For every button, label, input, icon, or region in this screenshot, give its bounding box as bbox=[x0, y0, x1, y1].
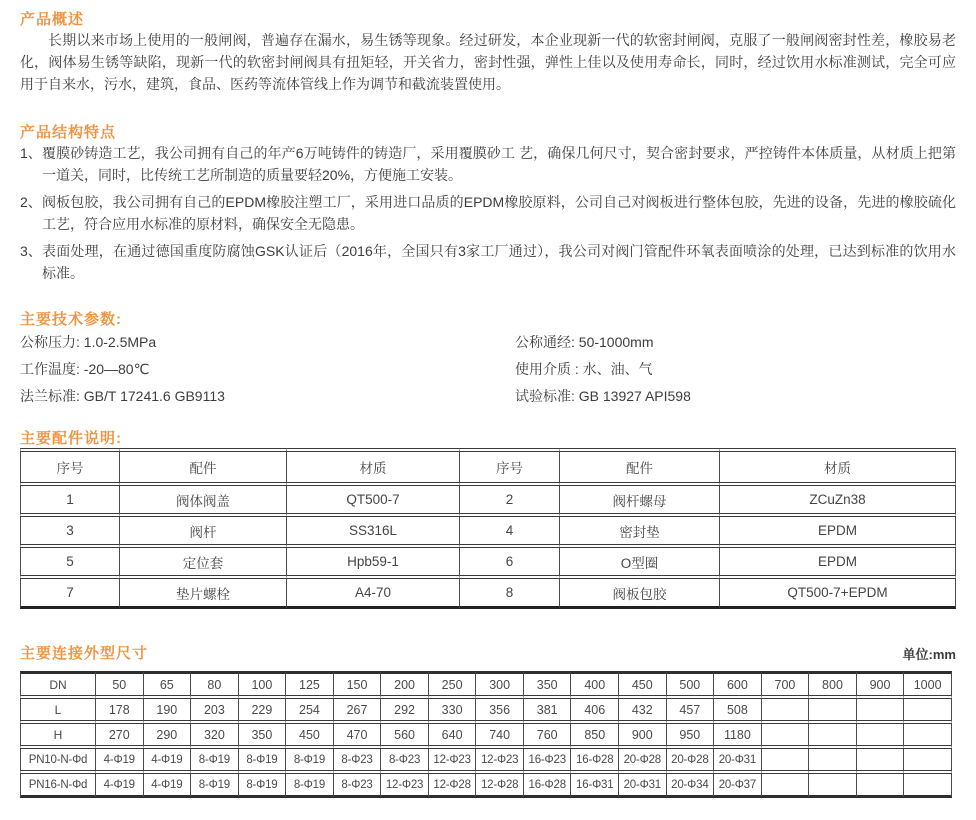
parameter-line: 工作温度: -20—80℃ bbox=[20, 361, 150, 377]
overview-paragraph: 长期以来市场上使用的一般闸阀，普遍存在漏水，易生锈等现象。经过研发，本企业现新一代的软密封闸阀，克服了一般闸阀密封性差，橡胶易老化，阀体易生锈等缺陷，现新一代的软密封闸阀具有扭矩轻，开关省力，密封性强，弹性上佳以及使用寿命长，同时，经过饮用水标准测试，完全可应用于自来水，污水，建筑，食品、医药等流体管线上作为调节和截流装置使用。 bbox=[20, 32, 956, 92]
table-cell: 150 bbox=[334, 671, 382, 699]
table-cell bbox=[762, 699, 810, 724]
table-cell: 200 bbox=[381, 671, 429, 699]
parts-table-body bbox=[20, 486, 956, 609]
table-cell: A4-70 bbox=[287, 579, 460, 609]
table-cell: QT500-7+EPDM bbox=[720, 579, 956, 609]
table-cell: 20-Φ31 bbox=[714, 749, 762, 774]
table-cell bbox=[857, 724, 905, 749]
table-cell: 320 bbox=[191, 724, 239, 749]
features-list bbox=[20, 142, 956, 284]
table-cell: 20-Φ28 bbox=[619, 749, 667, 774]
table-cell: 900 bbox=[619, 724, 667, 749]
table-cell: 292 bbox=[381, 699, 429, 724]
table-cell bbox=[857, 699, 905, 724]
table-row bbox=[20, 671, 952, 699]
table-cell: QT500-7 bbox=[287, 486, 460, 517]
table-cell: 12-Φ23 bbox=[381, 774, 429, 798]
feature-item bbox=[20, 142, 956, 186]
table-cell: 178 bbox=[96, 699, 144, 724]
table-cell: 850 bbox=[571, 724, 619, 749]
parts-table bbox=[20, 448, 956, 609]
section-heading-dimensions: 主要连接外型尺寸 bbox=[20, 645, 149, 662]
table-cell: 阀杆 bbox=[120, 517, 287, 548]
table-cell: 450 bbox=[619, 671, 667, 699]
table-cell: 12-Φ23 bbox=[429, 749, 477, 774]
table-row bbox=[20, 517, 956, 548]
table-cell: 500 bbox=[667, 671, 715, 699]
table-cell: 4-Φ19 bbox=[144, 774, 192, 798]
table-cell: 阀板包胶 bbox=[560, 579, 720, 609]
table-cell: 12-Φ23 bbox=[476, 749, 524, 774]
table-cell: 7 bbox=[20, 579, 120, 609]
table-cell: 4-Φ19 bbox=[96, 774, 144, 798]
table-cell: 8-Φ19 bbox=[286, 774, 334, 798]
feature-item bbox=[20, 240, 956, 284]
table-cell: 560 bbox=[381, 724, 429, 749]
table-cell: 290 bbox=[144, 724, 192, 749]
table-cell: 80 bbox=[191, 671, 239, 699]
table-cell: 406 bbox=[571, 699, 619, 724]
table-cell: 330 bbox=[429, 699, 477, 724]
table-cell: 8-Φ19 bbox=[286, 749, 334, 774]
feature-number: 2、 bbox=[20, 194, 42, 210]
feature-number: 3、 bbox=[20, 243, 42, 259]
table-row bbox=[20, 724, 952, 749]
column-header: 序号 bbox=[460, 448, 560, 486]
table-cell: SS316L bbox=[287, 517, 460, 548]
table-cell bbox=[904, 774, 952, 798]
table-cell bbox=[762, 749, 810, 774]
table-cell bbox=[762, 724, 810, 749]
table-cell: 508 bbox=[714, 699, 762, 724]
table-cell: 2 bbox=[460, 486, 560, 517]
table-row bbox=[20, 774, 952, 798]
table-cell: 4-Φ19 bbox=[144, 749, 192, 774]
table-cell: 190 bbox=[144, 699, 192, 724]
table-cell: ZCuZn38 bbox=[720, 486, 956, 517]
table-cell: 300 bbox=[476, 671, 524, 699]
table-row bbox=[20, 579, 956, 609]
table-row bbox=[20, 548, 956, 579]
table-cell: 1180 bbox=[714, 724, 762, 749]
table-cell: 740 bbox=[476, 724, 524, 749]
table-cell: EPDM bbox=[720, 548, 956, 579]
table-cell: 8-Φ19 bbox=[239, 749, 287, 774]
table-cell: 20-Φ34 bbox=[667, 774, 715, 798]
feature-number: 1、 bbox=[20, 145, 42, 161]
table-cell: 12-Φ28 bbox=[476, 774, 524, 798]
column-header: 材质 bbox=[720, 448, 956, 486]
table-cell bbox=[809, 749, 857, 774]
column-header: 材质 bbox=[287, 448, 460, 486]
table-cell: 1 bbox=[20, 486, 120, 517]
parameters-block bbox=[20, 329, 956, 410]
parameter-line: 公称压力: 1.0-2.5MPa bbox=[20, 334, 157, 350]
table-cell: 50 bbox=[96, 671, 144, 699]
feature-item bbox=[20, 191, 956, 235]
table-cell: 阀杆螺母 bbox=[560, 486, 720, 517]
table-cell: Hpb59-1 bbox=[287, 548, 460, 579]
table-cell: 100 bbox=[239, 671, 287, 699]
table-cell: 350 bbox=[524, 671, 572, 699]
table-cell: 定位套 bbox=[120, 548, 287, 579]
table-cell: 密封垫 bbox=[560, 517, 720, 548]
table-cell: 250 bbox=[429, 671, 477, 699]
table-cell: 16-Φ31 bbox=[571, 774, 619, 798]
feature-text: 覆膜砂铸造工艺，我公司拥有自己的年产6万吨铸件的铸造厂，采用覆膜砂工 艺，确保几何尺寸，契合密封要求，严控铸件本体质量，从材质上把第一道关，同时，比传统工艺所制造的质量要轻20%，方便施工安装。 bbox=[42, 145, 956, 183]
parameters-left-column bbox=[20, 329, 515, 410]
table-cell: 20-Φ28 bbox=[667, 749, 715, 774]
table-cell bbox=[904, 699, 952, 724]
table-cell: 432 bbox=[619, 699, 667, 724]
table-cell: 270 bbox=[96, 724, 144, 749]
table-cell: 6 bbox=[460, 548, 560, 579]
dimensions-table bbox=[20, 671, 952, 798]
column-header: 序号 bbox=[20, 448, 120, 486]
parameters-right-column bbox=[515, 329, 691, 410]
table-cell: 8-Φ19 bbox=[191, 774, 239, 798]
table-row bbox=[20, 699, 952, 724]
section-heading-parameters: 主要技术参数: bbox=[20, 311, 122, 328]
table-cell: 900 bbox=[857, 671, 905, 699]
table-cell: 229 bbox=[239, 699, 287, 724]
parameter-line: 试验标准: GB 13927 API598 bbox=[515, 388, 691, 404]
table-row bbox=[20, 486, 956, 517]
table-cell: 400 bbox=[571, 671, 619, 699]
table-cell: 470 bbox=[334, 724, 382, 749]
parts-table-header bbox=[20, 448, 956, 486]
table-cell: 8-Φ19 bbox=[191, 749, 239, 774]
row-header-cell: L bbox=[20, 699, 96, 724]
table-cell: 8-Φ19 bbox=[239, 774, 287, 798]
table-cell: 254 bbox=[286, 699, 334, 724]
table-cell: 4 bbox=[460, 517, 560, 548]
table-cell bbox=[857, 749, 905, 774]
table-cell: 20-Φ31 bbox=[619, 774, 667, 798]
table-cell bbox=[809, 774, 857, 798]
table-cell: 640 bbox=[429, 724, 477, 749]
row-header-cell: DN bbox=[20, 671, 96, 699]
table-cell bbox=[857, 774, 905, 798]
table-cell: 203 bbox=[191, 699, 239, 724]
parameter-line: 法兰标准: GB/T 17241.6 GB9113 bbox=[20, 388, 225, 404]
unit-label: 单位:mm bbox=[902, 647, 956, 662]
table-cell: 450 bbox=[286, 724, 334, 749]
table-cell: 16-Φ28 bbox=[524, 774, 572, 798]
table-cell: 16-Φ23 bbox=[524, 749, 572, 774]
table-cell: 800 bbox=[809, 671, 857, 699]
table-cell: 267 bbox=[334, 699, 382, 724]
parameter-line: 使用介质 : 水、油、气 bbox=[515, 361, 653, 377]
table-cell bbox=[762, 774, 810, 798]
table-cell: 阀体阀盖 bbox=[120, 486, 287, 517]
table-cell: EPDM bbox=[720, 517, 956, 548]
table-cell: 12-Φ28 bbox=[429, 774, 477, 798]
column-header: 配件 bbox=[120, 448, 287, 486]
table-cell: 3 bbox=[20, 517, 120, 548]
parameter-line: 公称通经: 50-1000mm bbox=[515, 334, 654, 350]
table-cell: 16-Φ28 bbox=[571, 749, 619, 774]
dimensions-table-body bbox=[20, 671, 952, 798]
table-cell: 垫片螺栓 bbox=[120, 579, 287, 609]
feature-text: 阀板包胶，我公司拥有自己的EPDM橡胶注塑工厂，采用进口品质的EPDM橡胶原料，公司自己对阀板进行整体包胶，先进的设备，先进的橡胶硫化工艺，符合应用水标准的原材料，确保安全无隐患。 bbox=[42, 194, 956, 232]
table-cell: 4-Φ19 bbox=[96, 749, 144, 774]
table-cell: 8-Φ23 bbox=[381, 749, 429, 774]
table-cell: 1000 bbox=[904, 671, 952, 699]
table-cell bbox=[904, 749, 952, 774]
table-cell bbox=[809, 724, 857, 749]
dimensions-heading-row bbox=[20, 642, 956, 663]
table-cell: 760 bbox=[524, 724, 572, 749]
table-cell: 700 bbox=[762, 671, 810, 699]
row-header-cell: PN10-N-Φd bbox=[20, 749, 96, 774]
table-cell: 600 bbox=[714, 671, 762, 699]
table-cell: 350 bbox=[239, 724, 287, 749]
table-cell: O型圈 bbox=[560, 548, 720, 579]
table-cell: 381 bbox=[524, 699, 572, 724]
table-cell: 8-Φ23 bbox=[334, 749, 382, 774]
section-heading-features: 产品结构特点 bbox=[20, 124, 117, 141]
table-cell: 950 bbox=[667, 724, 715, 749]
table-cell: 65 bbox=[144, 671, 192, 699]
table-cell: 8-Φ23 bbox=[334, 774, 382, 798]
table-cell bbox=[809, 699, 857, 724]
section-heading-overview: 产品概述 bbox=[20, 11, 85, 28]
table-cell: 8 bbox=[460, 579, 560, 609]
table-cell: 356 bbox=[476, 699, 524, 724]
row-header-cell: PN16-N-Φd bbox=[20, 774, 96, 798]
feature-text: 表面处理，在通过德国重度防腐蚀GSK认证后（2016年，全国只有3家工厂通过），我公司对阀门管配件环氧表面喷涂的处理，已达到标准的饮用水标准。 bbox=[42, 243, 956, 281]
table-cell: 125 bbox=[286, 671, 334, 699]
section-heading-parts: 主要配件说明: bbox=[20, 430, 122, 447]
table-cell bbox=[904, 724, 952, 749]
table-header-row bbox=[20, 448, 956, 486]
table-cell: 20-Φ37 bbox=[714, 774, 762, 798]
table-row bbox=[20, 749, 952, 774]
column-header: 配件 bbox=[560, 448, 720, 486]
table-cell: 457 bbox=[667, 699, 715, 724]
table-cell: 5 bbox=[20, 548, 120, 579]
row-header-cell: H bbox=[20, 724, 96, 749]
